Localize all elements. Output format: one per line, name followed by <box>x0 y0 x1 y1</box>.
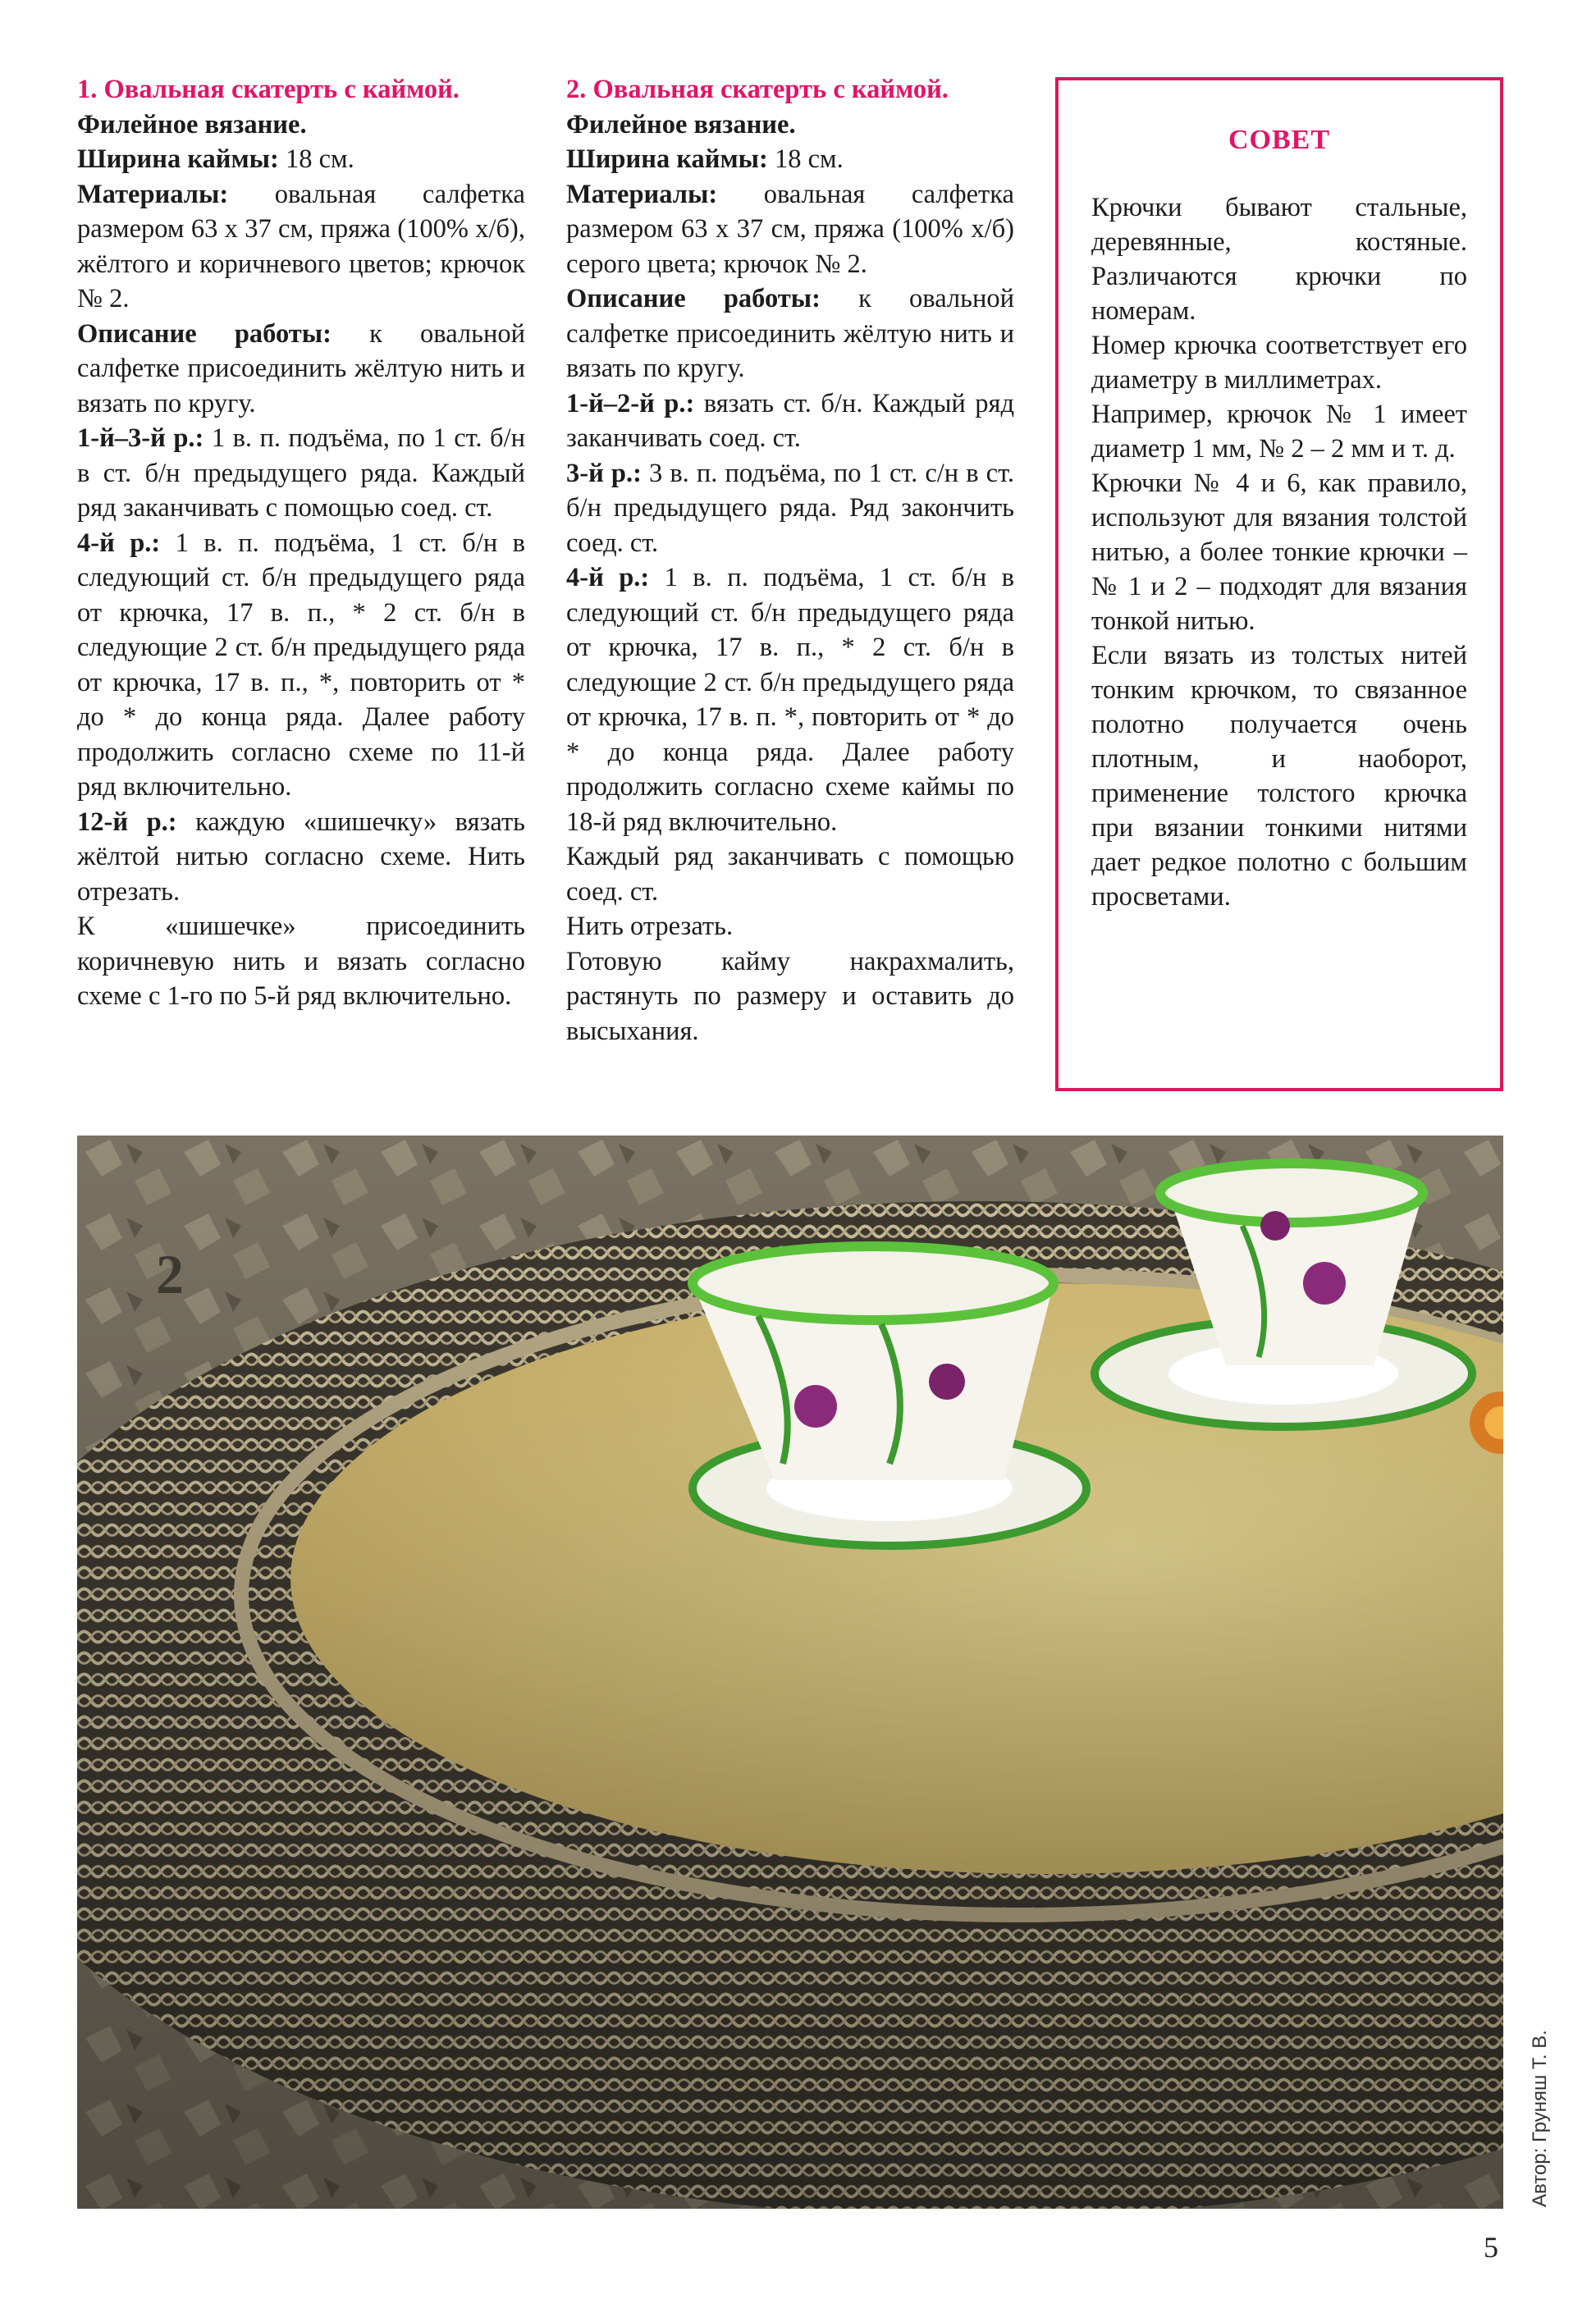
article-1-description <box>77 317 525 422</box>
row-label: 1-й–2-й р.: <box>566 388 695 418</box>
row-label: 4-й р.: <box>566 563 650 592</box>
article-2-rows-1-2 <box>566 386 1014 456</box>
article-1-title: 1. Овальная скатерть с каймой. <box>77 75 460 104</box>
article-2 <box>566 72 1014 1049</box>
advice-paragraph: Номер крючка соответствует его диаметру в миллиметрах. <box>1091 331 1467 395</box>
tablecloth-illustration <box>77 1136 1503 2209</box>
advice-paragraph: Например, крючок № 1 имеет диаметр 1 мм, № 2 – 2 мм и т. д. <box>1091 400 1467 464</box>
article-1-materials <box>77 177 525 317</box>
article-2-materials <box>566 177 1014 282</box>
width-value: 18 см. <box>278 144 354 174</box>
author-credit <box>1522 1764 1555 2223</box>
article-1-row-4 <box>77 526 525 805</box>
article-1-rows-1-3 <box>77 421 525 526</box>
article-2-row-3 <box>566 456 1014 561</box>
article-2-title: 2. Овальная скатерть с каймой. <box>566 75 949 104</box>
advice-paragraph: Если вязать из толстых нитей тонким крючком, то связанное полотно получается очень плотным, и наоборот, применение толстого крючка при вязании тонкими нитями дает редкое полотно с большим просветами. <box>1091 641 1467 912</box>
description-label: Описание работы: <box>566 284 821 313</box>
description-text: к овальной салфетке присоединить жёлтую нить и вязать по кругу. <box>566 284 1015 383</box>
article-2-final: Готовую кайму накрахмалить, растянуть по размеру и оставить до высыхания. <box>566 946 1014 1046</box>
row-label: 4-й р.: <box>77 528 161 558</box>
row-text: 1 в. п. подъёма, 1 ст. б/н в следующий ст. б/н предыдущего ряда от крючка, 17 в. п., * 2 ст. б/н в следующие 2 ст. б/н предыдущего ряда от крючка, 17 в. п., *, повторить от * до * до конца ряда. Далее работу продолжить согласно схеме по 11-й ряд включительно. <box>77 528 525 802</box>
width-label: Ширина каймы: <box>77 144 279 174</box>
row-text: 3 в. п. подъёма, по 1 ст. с/н в ст. б/н предыдущего ряда. Ряд закончить соед. ст. <box>566 458 1014 558</box>
row-text: 1 в. п. подъёма, 1 ст. б/н в следующий ст. б/н предыдущего ряда от крючка, 17 в. п., * 2 ст. б/н в следующие 2 ст. б/н предыдущего ряда от крючка, 17 в. п. *, повторить от * до * до конца ряда. Далее работу продолжить согласно схеме каймы по 18-й ряд включительно. <box>566 563 1014 837</box>
article-2-description <box>566 281 1014 386</box>
photo-number: 2 <box>156 1243 184 1305</box>
row-label: 1-й–3-й р.: <box>77 423 204 453</box>
row-text: 1 в. п. подъёма, по 1 ст. б/н в ст. б/н предыдущего ряда. Каждый ряд заканчивать с помощью соед. ст. <box>77 423 525 523</box>
article-1-technique: Филейное вязание. <box>77 109 307 139</box>
description-label: Описание работы: <box>77 318 332 349</box>
article-2-cut: Нить отрезать. <box>566 912 734 941</box>
advice-box <box>1055 77 1503 1091</box>
materials-text: овальная салфетка размером 63 х 37 см, пряжа (100% х/б) серого цвета; крючок № 2. <box>566 179 1014 279</box>
row-label: 3-й р.: <box>566 458 642 488</box>
page-number: 5 <box>1484 2231 1498 2264</box>
row-text: каждую «шишечку» вязать жёлтой нитью согласно схеме. Нить отрезать. <box>77 807 525 907</box>
advice-paragraph: Крючки бывают стальные, деревянные, костяные. Различаются крючки по номерам. <box>1091 193 1467 326</box>
article-1-width <box>77 142 525 177</box>
article-2-each-row: Каждый ряд заканчивать с помощью соед. ст. <box>566 842 1014 907</box>
row-text: вязать ст. б/н. Каждый ряд заканчивать соед. ст. <box>566 388 1014 453</box>
article-1 <box>77 72 525 1014</box>
width-value: 18 см. <box>767 144 844 174</box>
materials-label: Материалы: <box>77 179 229 209</box>
row-label: 12-й р.: <box>77 807 177 837</box>
author-credit-text: Автор: Груняш Т. В. <box>1529 2030 1551 2207</box>
materials-label: Материалы: <box>566 179 718 209</box>
description-text: к овальной салфетке присоединить жёлтую нить и вязать по кругу. <box>77 318 526 418</box>
article-1-final: К «шишечке» присоединить коричневую нить и вязать согласно схеме с 1-го по 5-й ряд включительно. <box>77 912 525 1011</box>
materials-text: овальная салфетка размером 63 х 37 см, пряжа (100% х/б), жёлтого и коричневого цветов; крючок № 2. <box>77 179 525 313</box>
article-2-row-4 <box>566 560 1014 839</box>
advice-paragraph: Крючки № 4 и 6, как правило, используют для вязания толстой нитью, а более тонкие крючки – № 1 и 2 – подходят для вязания тонкой нитью. <box>1091 468 1467 636</box>
article-2-width <box>566 142 1014 177</box>
article-2-technique: Филейное вязание. <box>566 109 796 139</box>
article-1-row-12 <box>77 805 525 910</box>
tablecloth-photo <box>77 1136 1503 2209</box>
width-label: Ширина каймы: <box>566 144 768 174</box>
advice-title: СОВЕТ <box>1228 125 1331 155</box>
